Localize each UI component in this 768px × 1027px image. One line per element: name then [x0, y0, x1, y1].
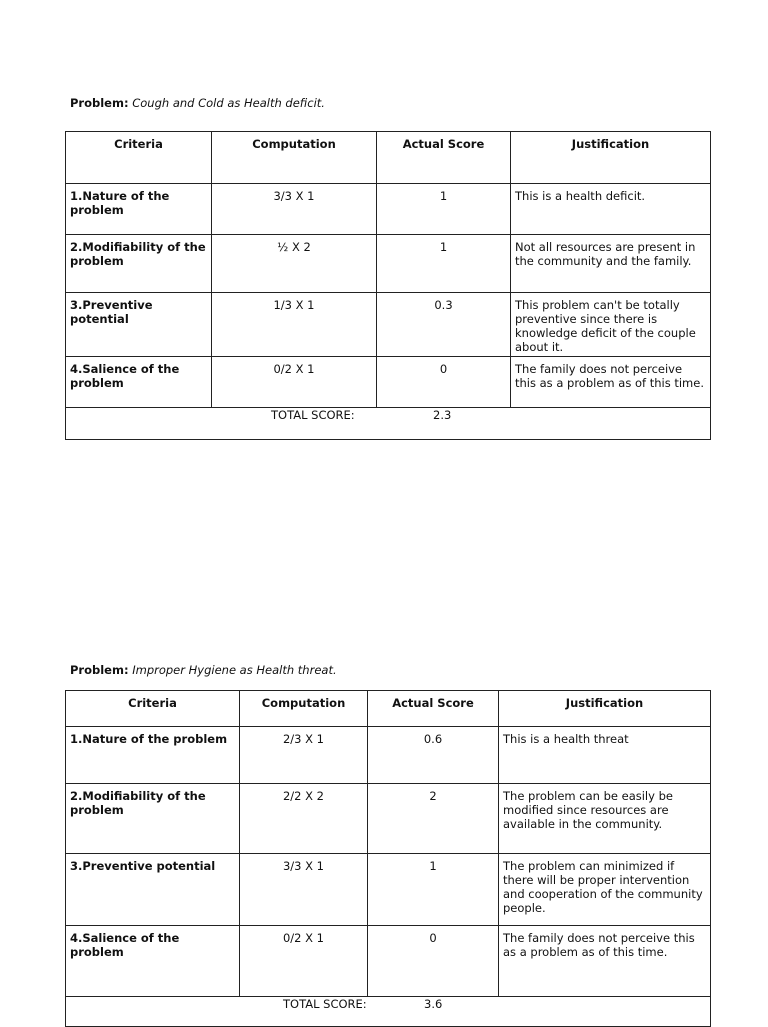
criteria-cell: 4.Salience of the problem [66, 926, 240, 997]
problem-text: Improper Hygiene as Health threat. [132, 663, 337, 677]
table-header-row [66, 691, 711, 727]
score-cell: 1 [368, 854, 499, 926]
computation-cell: 2/2 X 2 [240, 784, 368, 854]
justification-cell: Not all resources are present in the community and the family. [511, 235, 711, 293]
problem-label: Problem: [70, 663, 129, 677]
score-cell: 0 [368, 926, 499, 997]
score-cell: 0.3 [377, 293, 511, 357]
total-cell [66, 408, 711, 440]
table-row [66, 854, 711, 926]
justification-cell: This is a health threat [499, 727, 711, 784]
header-computation: Computation [212, 132, 377, 184]
computation-cell: ½ X 2 [212, 235, 377, 293]
scoring-table-2 [65, 690, 711, 1027]
computation-cell: 0/2 X 1 [240, 926, 368, 997]
header-criteria: Criteria [66, 691, 240, 727]
justification-cell: This is a health deficit. [511, 184, 711, 235]
score-cell: 2 [368, 784, 499, 854]
header-criteria: Criteria [66, 132, 212, 184]
table-header-row [66, 132, 711, 184]
justification-cell: This problem can't be totally preventive since there is knowledge deficit of the couple about it. [511, 293, 711, 357]
total-row [66, 408, 711, 440]
header-actual-score: Actual Score [368, 691, 499, 727]
table-row [66, 784, 711, 854]
table-row [66, 926, 711, 997]
justification-cell: The family does not perceive this as a problem as of this time. [511, 357, 711, 408]
total-score-label: TOTAL SCORE: [271, 408, 355, 422]
score-cell: 1 [377, 184, 511, 235]
justification-cell: The problem can minimized if there will be proper intervention and cooperation of the community people. [499, 854, 711, 926]
problem-label: Problem: [70, 96, 129, 110]
computation-cell: 3/3 X 1 [212, 184, 377, 235]
computation-cell: 2/3 X 1 [240, 727, 368, 784]
problem-text: Cough and Cold as Health deficit. [132, 96, 325, 110]
criteria-cell: 3.Preventive potential [66, 854, 240, 926]
justification-cell: The family does not perceive this as a problem as of this time. [499, 926, 711, 997]
computation-cell: 1/3 X 1 [212, 293, 377, 357]
table-row [66, 727, 711, 784]
criteria-cell: 4.Salience of the problem [66, 357, 212, 408]
header-justification: Justification [511, 132, 711, 184]
total-score-label: TOTAL SCORE: [283, 997, 367, 1011]
table-row [66, 293, 711, 357]
score-cell: 0 [377, 357, 511, 408]
criteria-cell: 3.Preventive potential [66, 293, 212, 357]
computation-cell: 3/3 X 1 [240, 854, 368, 926]
table-row [66, 235, 711, 293]
criteria-cell: 2.Modifiability of the problem [66, 235, 212, 293]
total-row [66, 997, 711, 1027]
criteria-cell: 1.Nature of the problem [66, 184, 212, 235]
score-cell: 0.6 [368, 727, 499, 784]
justification-cell: The problem can be easily be modified since resources are available in the community. [499, 784, 711, 854]
scoring-table-1 [65, 131, 711, 440]
header-computation: Computation [240, 691, 368, 727]
problem-statement-1 [70, 96, 325, 110]
criteria-cell: 1.Nature of the problem [66, 727, 240, 784]
total-cell [66, 997, 711, 1027]
computation-cell: 0/2 X 1 [212, 357, 377, 408]
criteria-cell: 2.Modifiability of the problem [66, 784, 240, 854]
table-row [66, 184, 711, 235]
score-cell: 1 [377, 235, 511, 293]
table-row [66, 357, 711, 408]
header-actual-score: Actual Score [377, 132, 511, 184]
problem-statement-2 [70, 663, 337, 677]
header-justification: Justification [499, 691, 711, 727]
total-score-value: 3.6 [424, 997, 443, 1011]
total-score-value: 2.3 [433, 408, 452, 422]
